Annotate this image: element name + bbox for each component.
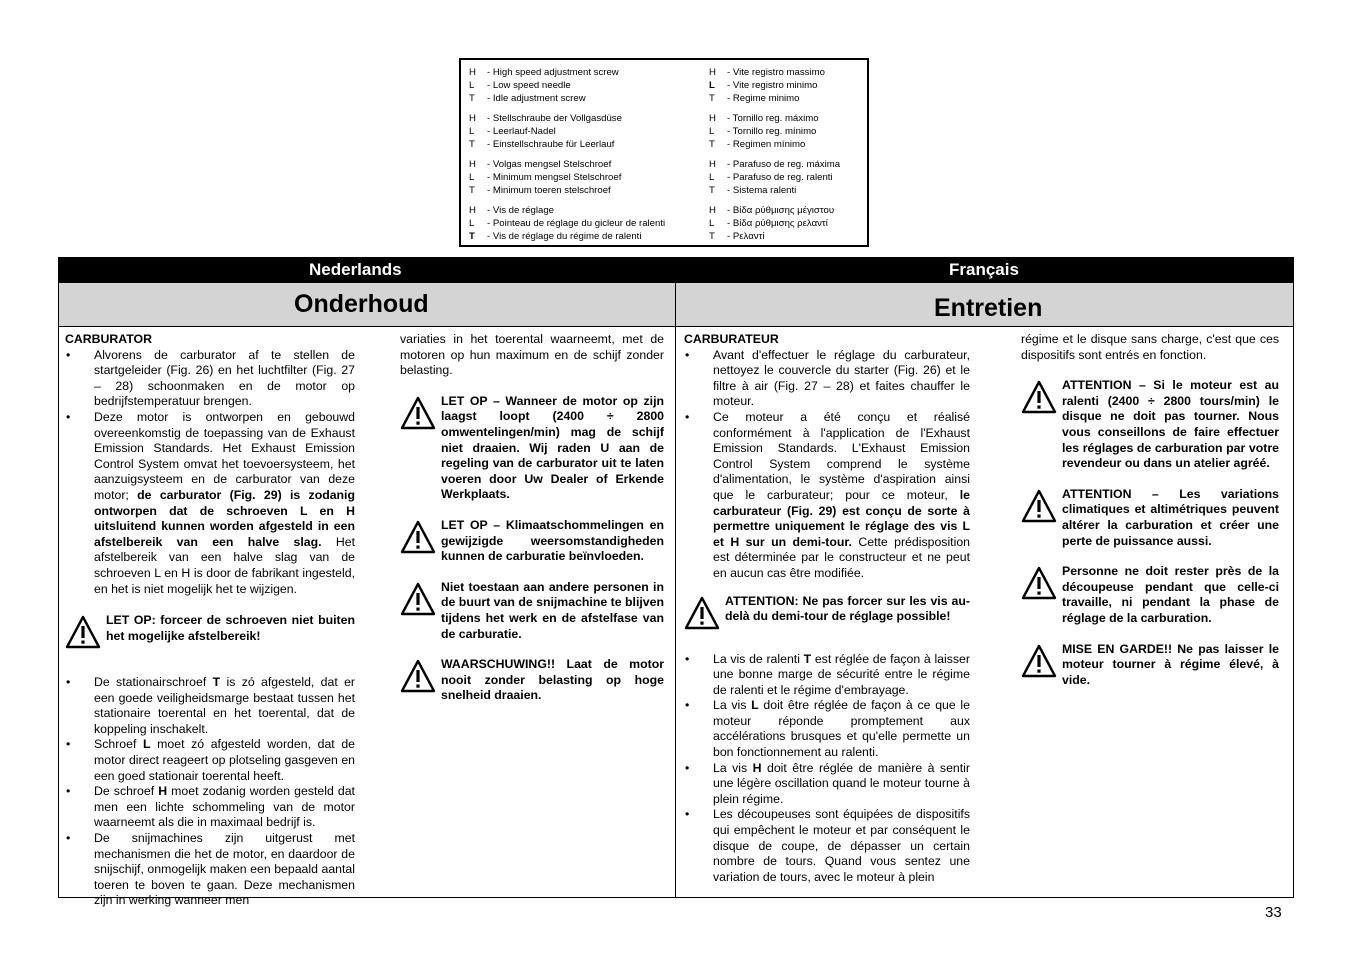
legend-letter: H bbox=[709, 67, 716, 78]
legend-group bbox=[709, 66, 869, 105]
fr-continuation: régime et le disque sans charge, c'est que ces dispositifs sont entrés en fonction. bbox=[1021, 332, 1279, 362]
legend-letter: T bbox=[469, 185, 475, 196]
legend-letter: T bbox=[469, 139, 475, 150]
legend-group bbox=[709, 204, 869, 243]
legend-row bbox=[469, 66, 709, 79]
legend-row bbox=[709, 112, 869, 125]
nl-column-1 bbox=[65, 332, 355, 909]
legend-letter: L bbox=[469, 126, 475, 137]
language-bar bbox=[59, 258, 1293, 283]
content-frame bbox=[58, 257, 1294, 908]
nl-bullet-1: • Alvorens de carburator af te stellen de startgeleider (Fig. 26) en het luchtfilter (Fig. 27 – 28) schoonmaken en de motor op bedrijfstemperatuur brengen. bbox=[65, 348, 355, 410]
legend-row bbox=[709, 66, 869, 79]
legend-letter: H bbox=[709, 113, 716, 124]
legend-row bbox=[469, 204, 709, 217]
nl-heading: CARBURATOR bbox=[65, 332, 152, 346]
legend-group bbox=[709, 158, 869, 197]
legend-row bbox=[469, 158, 709, 171]
legend-letter: T bbox=[709, 231, 715, 242]
legend-text: - Minimum toeren stelschroef bbox=[487, 185, 611, 196]
nl-continuation: variaties in het toerental waarneemt, met de motoren op hun maximum en de schijf zonder belasting. bbox=[400, 332, 664, 378]
legend-row bbox=[709, 230, 869, 243]
legend-letter: H bbox=[469, 159, 476, 170]
legend-text: - Parafuso de reg. máxima bbox=[727, 159, 841, 170]
legend-letter: T bbox=[469, 231, 475, 242]
legend-row bbox=[709, 79, 869, 92]
legend-row bbox=[469, 230, 709, 243]
legend-letter: H bbox=[709, 159, 716, 170]
legend-text: - Leerlauf-Nadel bbox=[487, 126, 556, 137]
section-title-fr: Entretien bbox=[934, 294, 1043, 322]
warning-triangle-icon bbox=[400, 520, 436, 554]
legend-text: - Pointeau de réglage du gicleur de ralenti bbox=[487, 218, 666, 229]
legend-text: - Stellschraube der Vollgasdüse bbox=[487, 113, 622, 124]
legend-row bbox=[469, 138, 709, 151]
fr-bullet-3: • La vis de ralenti T est réglée de façon à laisser une bonne marge de sécurité entre le régime de ralenti et le régime d'embrayage. bbox=[684, 652, 970, 699]
legend-text: - Parafuso de reg. ralenti bbox=[727, 172, 833, 183]
legend-letter: T bbox=[709, 139, 715, 150]
legend-row bbox=[469, 92, 709, 105]
legend-row bbox=[709, 171, 869, 184]
legend-letter: L bbox=[709, 172, 715, 183]
column-divider bbox=[675, 283, 676, 897]
legend-row bbox=[709, 92, 869, 105]
legend-group bbox=[709, 112, 869, 151]
legend-letter: L bbox=[469, 218, 475, 229]
legend-row bbox=[709, 204, 869, 217]
legend-text: - Sistema ralenti bbox=[727, 185, 797, 196]
warning-triangle-icon bbox=[1021, 380, 1057, 414]
legend-text: - Vite registro minimo bbox=[727, 80, 818, 91]
nl-bullet-4: • Schroef L moet zó afgesteld worden, dat de motor direct reageert op plotseling gasgeven en een goed stationair toerental heeft. bbox=[65, 737, 355, 784]
nl-warning-4: Niet toestaan aan andere personen in de buurt van de snijmachine te blijven tijdens het werk en de afstelfase van de carburatie. bbox=[400, 580, 664, 642]
legend-text: - Minimum mengsel Stelschroef bbox=[487, 172, 622, 183]
nl-bullet-6: • De snijmachines zijn uitgerust met mechanismen die het de motor, en daardoor de snijschijf, onmogelijk maken een bepaald aantal toeren te boven te gaan. Deze mechanismen zijn in werking wanneer men bbox=[65, 831, 355, 909]
fr-column-1 bbox=[684, 332, 970, 885]
nl-warning-5: WAARSCHUWING!! Laat de motor nooit zonder belasting op hoge snelheid draaien. bbox=[400, 657, 664, 704]
legend-letter: H bbox=[469, 205, 476, 216]
warning-triangle-icon bbox=[400, 396, 436, 430]
fr-bullet-5: • La vis H doit être réglée de manière à sentir une légère oscillation quand le moteur tourne à plein régime. bbox=[684, 761, 970, 808]
fr-warning-5: MISE EN GARDE!! Ne pas laisser le moteur tourner à régime élevé, à vide. bbox=[1021, 642, 1279, 689]
legend-text: - Regimen mínimo bbox=[727, 139, 806, 150]
nl-warning-2: LET OP – Wanneer de motor op zijn laagst loopt (2400 ÷ 2800 omwentelingen/min) mag de schijf niet draaien. Wij raden U aan de regeling van de carburator uit te laten voeren door Uw Dealer of Erkende Werkplaats. bbox=[400, 394, 664, 503]
warning-triangle-icon bbox=[400, 582, 436, 616]
nl-bullet-5: • De schroef H moet zodanig worden gesteld dat men een lichte schommeling van de motor waarneemt als die in maximaal bedrijf is. bbox=[65, 784, 355, 831]
legend-letter: L bbox=[709, 126, 715, 137]
warning-triangle-icon bbox=[1021, 489, 1057, 523]
legend-text: - Βίδα ρύθμισης ρελαντί bbox=[727, 218, 828, 229]
language-label-nl: Nederlands bbox=[309, 260, 402, 279]
legend-letter: H bbox=[469, 113, 476, 124]
legend-row bbox=[469, 79, 709, 92]
legend-text: - Regime minimo bbox=[727, 93, 800, 104]
legend-group bbox=[469, 112, 709, 151]
fr-bullet-2: • Ce moteur a été conçu et réalisé conformément à l'application de l'Exhaust Emission Standards. L'Exhaust Emission Control System comprend le système d'alimentation, le système d'aspiration ainsi que le carburateur; pour ce moteur, le carburateur (Fig. 29) est conçu de sorte à permettre uniquement le réglage des vis L et H sur un demi-tour. Cette prédisposition est déterminée par le constructeur et ne peut en aucun cas être modifiée. bbox=[684, 410, 970, 582]
fr-warning-1: ATTENTION: Ne pas forcer sur les vis au-delà du demi-tour de réglage possible! bbox=[684, 594, 970, 634]
legend-text: - Volgas mengsel Stelschroef bbox=[487, 159, 612, 170]
legend-text: - Vis de réglage bbox=[487, 205, 555, 216]
legend-letter: T bbox=[709, 93, 715, 104]
legend-text: - Low speed needle bbox=[487, 80, 571, 91]
fr-warning-4: Personne ne doit rester près de la découpeuse pendant que celle-ci travaille, ni pendant la phase de réglage de la carburation. bbox=[1021, 564, 1279, 626]
fr-bullet-1: • Avant d'effectuer le réglage du carburateur, nettoyez le couvercle du starter (Fig. 26) et le filtre à air (Fig. 27 – 28) et faites chauffer le moteur. bbox=[684, 348, 970, 410]
legend-left-column bbox=[469, 66, 709, 250]
legend-letter: L bbox=[709, 80, 715, 91]
legend-row bbox=[709, 184, 869, 197]
legend-text: - Idle adjustment screw bbox=[487, 93, 586, 104]
legend-text: - Vis de réglage du régime de ralenti bbox=[487, 231, 642, 242]
legend-group bbox=[469, 158, 709, 197]
legend-letter: L bbox=[469, 172, 475, 183]
legend-row bbox=[709, 125, 869, 138]
fr-warning-3: ATTENTION – Les variations climatiques et altimétriques peuvent altérer la carburation et créer une perte de puissance aussi. bbox=[1021, 487, 1279, 549]
fr-warning-2: ATTENTION – Si le moteur est au ralenti (2400 ÷ 2800 tours/min) le disque ne doit pas tourner. Nous vous conseillons de faire effectuer les réglages de carburation par votre revendeur ou dans un atelier agréé. bbox=[1021, 378, 1279, 472]
warning-triangle-icon bbox=[1021, 644, 1057, 678]
legend-group bbox=[469, 66, 709, 105]
legend-letter: H bbox=[469, 67, 476, 78]
language-label-fr: Français bbox=[949, 260, 1019, 279]
legend-letter: L bbox=[709, 218, 715, 229]
page-number: 33 bbox=[1265, 904, 1282, 921]
legend-right-column bbox=[709, 66, 869, 250]
section-title-bar bbox=[59, 283, 1293, 327]
nl-warning-3: LET OP – Klimaatschommelingen en gewijzigde weersomstandigheden kunnen de carburatie beïnvloeden. bbox=[400, 518, 664, 565]
legend-letter: T bbox=[469, 93, 475, 104]
nl-bullet-3: • De stationairschroef T is zó afgesteld, dat er een goede veiligheidsmarge bestaat tussen het stationaire toerental en het toerental, dat de koppeling inschakelt. bbox=[65, 675, 355, 737]
warning-triangle-icon bbox=[684, 596, 720, 630]
legend-row bbox=[709, 217, 869, 230]
legend-row bbox=[469, 184, 709, 197]
legend-letter: T bbox=[709, 185, 715, 196]
legend-text: - Tornillo reg. mínimo bbox=[727, 126, 817, 137]
legend-text: - Ρελαντί bbox=[727, 231, 765, 242]
fr-heading: CARBURATEUR bbox=[684, 332, 779, 346]
legend-letter: L bbox=[469, 80, 475, 91]
legend-row bbox=[709, 138, 869, 151]
legend-letter: H bbox=[709, 205, 716, 216]
section-title-nl: Onderhoud bbox=[294, 290, 429, 318]
legend-text: - Βίδα ρύθμισης μέγιστου bbox=[727, 205, 835, 216]
legend-row bbox=[469, 171, 709, 184]
screw-legend-box bbox=[459, 58, 869, 247]
legend-group bbox=[469, 204, 709, 243]
legend-text: - High speed adjustment screw bbox=[487, 67, 619, 78]
nl-column-2 bbox=[400, 332, 664, 704]
legend-row bbox=[469, 125, 709, 138]
warning-triangle-icon bbox=[400, 659, 436, 693]
warning-triangle-icon bbox=[65, 615, 101, 649]
legend-row bbox=[469, 112, 709, 125]
legend-text: - Tornillo reg. máximo bbox=[727, 113, 819, 124]
legend-text: - Vite registro massimo bbox=[727, 67, 825, 78]
fr-column-2 bbox=[1021, 332, 1279, 688]
nl-bullet-2: • Deze motor is ontworpen en gebouwd overeenkomstig de toepassing van de Exhaust Emission Standards. Het Exhaust Emission Control System omvat het toevoersysteem, het aanzuigsysteem en de carburator van deze motor; de carburator (Fig. 29) is zodanig ontworpen dat de schroeven L en H uitsluitend kunnen worden afgesteld in een afstelbereik van een halve slag. Het afstelbereik van een halve slag van de schroeven L en H is door de fabrikant ingesteld, en het is niet mogelijk het te wijzigen. bbox=[65, 410, 355, 597]
warning-triangle-icon bbox=[1021, 566, 1057, 600]
nl-warning-1: LET OP: forceer de schroeven niet buiten het mogelijke afstelbereik! bbox=[65, 613, 355, 653]
fr-bullet-6: • Les découpeuses sont équipées de dispositifs qui empêchent le moteur et par conséquent le disque de coupe, de dépasser un certain nombre de tours. Quand vous sentez une variation de tours, avec le moteur à plein bbox=[684, 807, 970, 885]
fr-bullet-4: • La vis L doit être réglée de façon à ce que le moteur réponde promptement aux accélérations brusques et qu'elle permette un bon fonctionnement au ralenti. bbox=[684, 698, 970, 760]
legend-row bbox=[469, 217, 709, 230]
legend-row bbox=[709, 158, 869, 171]
legend-text: - Einstellschraube für Leerlauf bbox=[487, 139, 615, 150]
